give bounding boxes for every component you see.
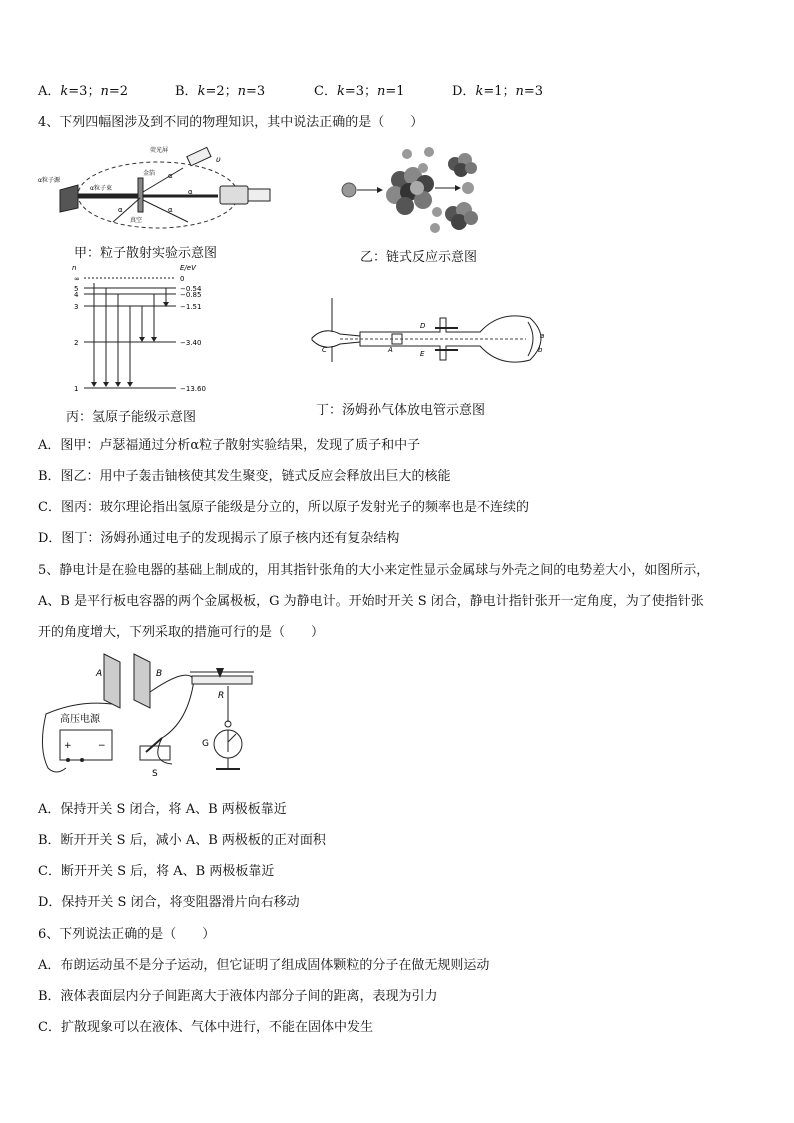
q5-stem-line-1: 5、静电计是在验电器的基础上制成的，用其指针张角的大小来定性显示金属球与外壳之间的电势差大小，如图所示， bbox=[38, 563, 710, 578]
energy-level-e: −0.85 bbox=[180, 291, 202, 299]
energy-level-e: 0 bbox=[180, 275, 185, 283]
q4-option-b: B．图乙：用中子轰击铀核使其发生聚变，链式反应会释放出巨大的核能 bbox=[38, 469, 451, 484]
label-plate-a: A bbox=[96, 669, 103, 679]
label-minus: − bbox=[98, 741, 106, 751]
electrometer-needle bbox=[228, 734, 236, 742]
q3-option-c: C．k=3；n=1 bbox=[314, 84, 405, 99]
label-power-source: 高压电源 bbox=[60, 714, 100, 725]
label-plate-b: B bbox=[156, 669, 163, 679]
q5-option-b: B．断开开关 S 后，减小 A、B 两极板的正对面积 bbox=[38, 833, 326, 848]
fluorescent-screen bbox=[187, 147, 211, 165]
caption-bing: 丙：氢原子能级示意图 bbox=[66, 410, 197, 425]
label-switch: S bbox=[152, 769, 158, 779]
neutron-out-3 bbox=[418, 163, 428, 173]
q6-option-a: A．布朗运动虽不是分子运动，但它证明了组成固体颗粒的分子在做无规则运动 bbox=[38, 958, 490, 973]
uranium-nucleus bbox=[386, 167, 434, 215]
wire-right bbox=[150, 675, 194, 764]
scatter-ray-2 bbox=[143, 200, 188, 222]
q3-option-a: A．k=3；n=2 bbox=[38, 84, 128, 99]
q4-option-c: C．图丙：玻尔理论指出氢原子能级是分立的，所以原子发射光子的频率也是不连续的 bbox=[38, 500, 529, 515]
energy-level-e: −1.51 bbox=[180, 303, 202, 311]
neutron-out-1 bbox=[402, 149, 412, 159]
label-c: C bbox=[322, 346, 327, 354]
plate-b bbox=[134, 654, 150, 708]
q5-option-c: C．断开开关 S 后，将 A、B 两极板靠近 bbox=[38, 864, 275, 879]
q4-option-a: A．图甲：卢瑟福通过分析α粒子散射实验结果，发现了质子和中子 bbox=[38, 438, 421, 453]
neutron-out-4 bbox=[462, 182, 474, 194]
figure-thomson-tube bbox=[300, 290, 560, 386]
neutron-incoming bbox=[342, 183, 356, 197]
q5-stem-line-3: 开的角度增大，下列采取的措施可行的是（ ） bbox=[38, 625, 325, 640]
figure-energy-levels bbox=[72, 262, 222, 392]
q4-option-d: D．图丁：汤姆孙通过电子的发现揭示了原子核内还有复杂结构 bbox=[38, 531, 400, 546]
axis-n-label: n bbox=[72, 264, 77, 272]
label-rheostat: R bbox=[218, 691, 225, 701]
label-d: D bbox=[420, 322, 426, 330]
energy-level-e: −13.60 bbox=[180, 385, 206, 392]
plate-a bbox=[104, 654, 120, 708]
caption-ding: 丁：汤姆孙气体放电管示意图 bbox=[316, 403, 486, 418]
axis-e-label: E/eV bbox=[180, 264, 196, 272]
energy-level-n: 2 bbox=[74, 339, 79, 347]
alpha-source-block bbox=[60, 185, 78, 212]
label-alpha-beam: α粒子束 bbox=[90, 185, 112, 192]
label-gold-foil: 金箔 bbox=[143, 170, 156, 177]
energy-level-n: 3 bbox=[74, 303, 79, 311]
transition-arrows bbox=[91, 283, 169, 387]
neutron-out-2 bbox=[424, 147, 434, 157]
label-fluorescent-screen: 荧光屏 bbox=[150, 147, 169, 154]
gold-foil bbox=[138, 178, 143, 212]
label-alpha-2: α bbox=[168, 206, 173, 214]
label-alpha-3: α bbox=[118, 206, 123, 214]
label-a: A bbox=[388, 346, 393, 354]
energy-level-n: 1 bbox=[74, 385, 79, 392]
label-plus: + bbox=[64, 741, 72, 751]
q6-stem: 6、下列说法正确的是（ ） bbox=[38, 927, 216, 942]
q4-stem: 4、下列四幅图涉及到不同的物理知识，其中说法正确的是（ ） bbox=[38, 115, 424, 130]
screen-arc bbox=[528, 322, 533, 356]
energy-level-n: ∞ bbox=[74, 275, 80, 283]
label-alpha-4: α bbox=[188, 188, 193, 196]
figure-alpha-scattering bbox=[38, 140, 278, 235]
switch-base bbox=[140, 746, 170, 760]
q6-option-c: C．扩散现象可以在液体、气体中进行，不能在固体中发生 bbox=[38, 1020, 373, 1035]
microscope-eyepiece bbox=[248, 189, 270, 201]
caption-jia: 甲：粒子散射实验示意图 bbox=[74, 246, 218, 261]
microscope-body bbox=[220, 186, 248, 204]
energy-level-e: −0.54 bbox=[180, 285, 202, 293]
label-alpha-1: α bbox=[168, 172, 173, 180]
label-e: E bbox=[420, 350, 425, 358]
label-vacuum: 真空 bbox=[130, 217, 143, 224]
fragment-2 bbox=[445, 202, 478, 230]
label-small-a: a bbox=[540, 332, 545, 340]
fragment-1 bbox=[448, 153, 477, 177]
switch-lever bbox=[146, 738, 162, 752]
q5-option-a: A．保持开关 S 闭合，将 A、B 两极板靠近 bbox=[38, 802, 287, 817]
neutron-out-6 bbox=[430, 223, 440, 233]
energy-level-n: 4 bbox=[74, 291, 79, 299]
label-small-b: b bbox=[538, 346, 543, 354]
neutron-out-5 bbox=[432, 207, 442, 217]
label-upsilon: υ bbox=[216, 155, 221, 164]
energy-level-e: −3.40 bbox=[180, 339, 202, 347]
energy-level-n: 5 bbox=[74, 285, 79, 293]
q5-option-d: D．保持开关 S 闭合，将变阻器滑片向右移动 bbox=[38, 895, 300, 910]
q3-option-b: B．k=2；n=3 bbox=[175, 84, 266, 99]
label-electrometer: G bbox=[202, 739, 209, 749]
q5-stem-line-2: A、B 是平行板电容器的两个金属极板，G 为静电计。开始时开关 S 闭合，静电计指针张开一定角度，为了使指针张 bbox=[38, 594, 704, 609]
figure-chain-reaction bbox=[335, 140, 515, 238]
figure-electrometer-circuit bbox=[38, 652, 268, 780]
q3-option-d: D．k=1；n=3 bbox=[452, 84, 544, 99]
label-alpha-source: α粒子源 bbox=[38, 177, 60, 184]
rheostat-coil bbox=[192, 676, 252, 684]
caption-yi: 乙：链式反应示意图 bbox=[360, 250, 478, 265]
q6-option-b: B．液体表面层内分子间距离大于液体内部分子间的距离，表现为引力 bbox=[38, 989, 438, 1004]
